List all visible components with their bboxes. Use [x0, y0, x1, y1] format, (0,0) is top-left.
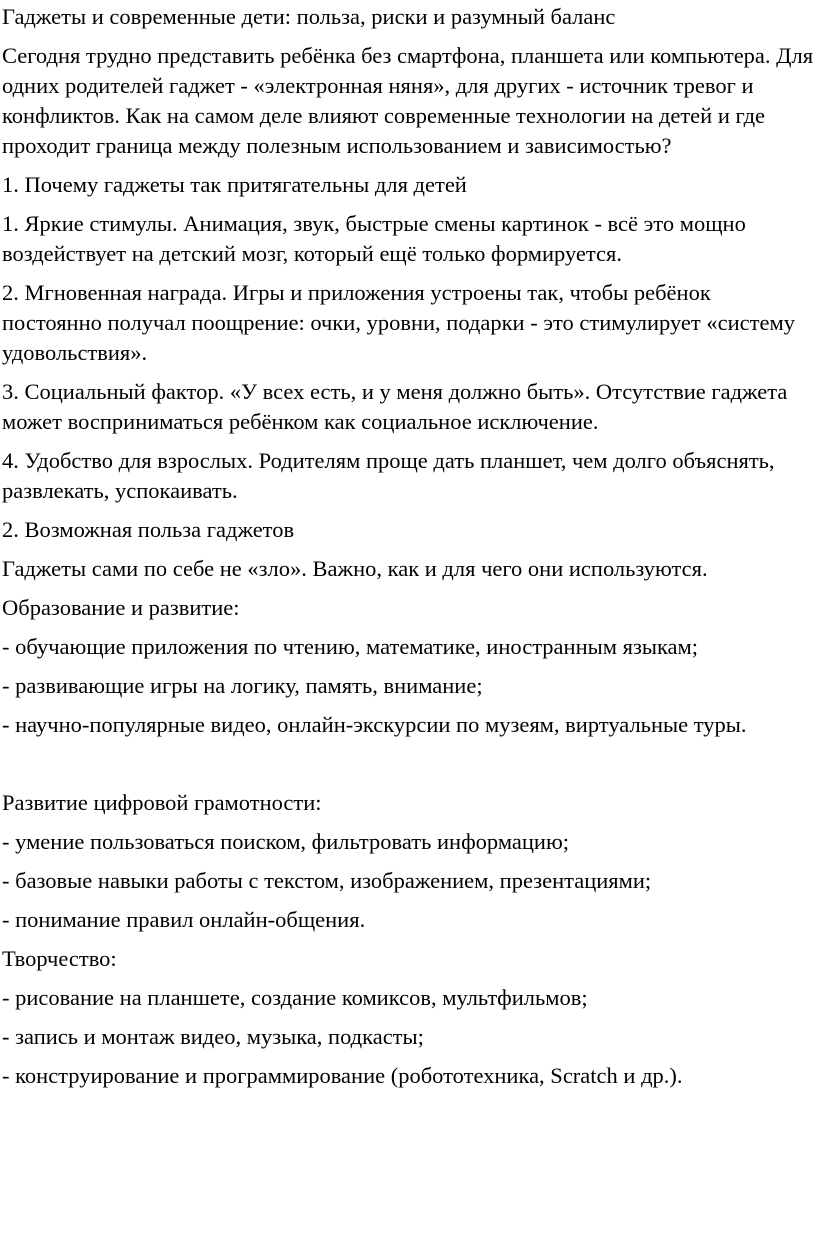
section2-intro: Гаджеты сами по себе не «зло». Важно, как и для чего они используются.: [2, 556, 708, 581]
group-digital-item-2: - базовые навыки работы с текстом, изображением, презентациями;: [2, 868, 652, 893]
section1-item-1: 1. Яркие стимулы. Анимация, звук, быстрые смены картинок - всё это мощно воздействует на детский мозг, который ещё только формируется.: [2, 211, 746, 266]
group-creativity-title: Творчество:: [2, 946, 117, 971]
group-digital-item-3: - понимание правил онлайн-общения.: [2, 907, 366, 932]
group-education-item-1: - обучающие приложения по чтению, математике, иностранным языкам;: [2, 634, 699, 659]
section1-item-3: 3. Социальный фактор. «У всех есть, и у меня должно быть». Отсутствие гаджета может восприниматься ребёнком как социальное исключение.: [2, 379, 788, 434]
group-education-item-3: - научно-популярные видео, онлайн-экскурсии по музеям, виртуальные туры.: [2, 712, 747, 737]
document-title: Гаджеты и современные дети: польза, риски и разумный баланс: [2, 4, 616, 29]
section1-heading: 1. Почему гаджеты так притягательны для детей: [2, 172, 467, 197]
group-digital-title: Развитие цифровой грамотности:: [2, 790, 322, 815]
group-creativity-item-2: - запись и монтаж видео, музыка, подкасты;: [2, 1024, 424, 1049]
group-education-item-2: - развивающие игры на логику, память, внимание;: [2, 673, 483, 698]
group-creativity-item-3: - конструирование и программирование (робототехника, Scratch и др.).: [2, 1063, 683, 1088]
blank-line: [2, 749, 816, 788]
section2-heading: 2. Возможная польза гаджетов: [2, 517, 295, 542]
group-creativity-item-1: - рисование на планшете, создание комиксов, мультфильмов;: [2, 985, 588, 1010]
group-digital-item-1: - умение пользоваться поиском, фильтровать информацию;: [2, 829, 570, 854]
section1-item-4: 4. Удобство для взрослых. Родителям проще дать планшет, чем долго объяснять, развлекать, успокаивать.: [2, 448, 775, 503]
intro-paragraph: Сегодня трудно представить ребёнка без смартфона, планшета или компьютера. Для одних родителей гаджет - «электронная няня», для других - источник тревог и конфликтов. Как на самом деле влияют современные технологии на детей и где проходит граница между полезным использованием и зависимостью?: [2, 43, 814, 158]
group-education-title: Образование и развитие:: [2, 595, 240, 620]
section1-item-2: 2. Мгновенная награда. Игры и приложения устроены так, чтобы ребёнок постоянно получал поощрение: очки, уровни, подарки - это стимулирует «систему удовольствия».: [2, 280, 795, 365]
